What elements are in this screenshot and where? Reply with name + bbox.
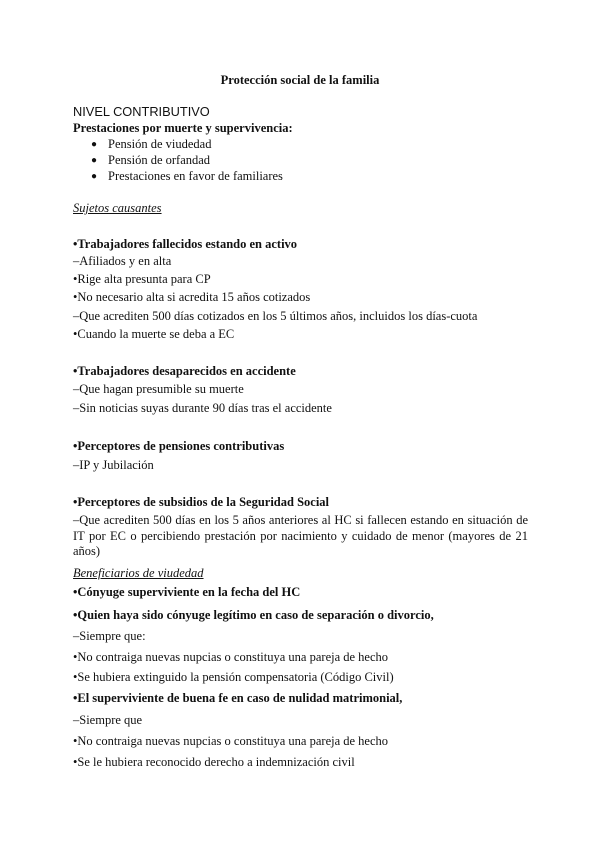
benefit-item: Pensión de viudedad <box>108 137 212 151</box>
missing-line: –Sin noticias suyas durante 90 días tras el accidente <box>73 401 332 415</box>
subsidy-heading: •Perceptores de subsidios de la Seguridad Social <box>73 495 330 509</box>
benefit-item: Prestaciones en favor de familiares <box>108 169 283 183</box>
benefits-heading: Prestaciones por muerte y supervivencia: <box>73 121 293 135</box>
subsidy-paragraph: –Que acrediten 500 días en los 5 años anteriores al HC si fallecen estando en situación de IT por EC o percibiendo prestación por nacimiento y cuidado de menor (mayores de 21 años) <box>73 513 528 558</box>
bullet-dot: ● <box>91 155 98 166</box>
widow-line: •No contraiga nuevas nupcias o constituya una pareja de hecho <box>73 734 389 748</box>
missing-heading: •Trabajadores desaparecidos en accidente <box>73 364 296 378</box>
document-title: Protección social de la familia <box>220 73 380 87</box>
level-heading: NIVEL CONTRIBUTIVO <box>73 104 210 119</box>
pensioners-heading: •Perceptores de pensiones contributivas <box>73 439 285 453</box>
workers-line: •No necesario alta si acredita 15 años cotizados <box>73 290 311 304</box>
subjects-heading: Sujetos causantes <box>73 201 162 215</box>
missing-line: –Que hagan presumible su muerte <box>73 382 244 396</box>
widow-line: •Se le hubiera reconocido derecho a indemnización civil <box>73 755 355 769</box>
pensioners-line: –IP y Jubilación <box>73 458 154 472</box>
widow-line: •No contraiga nuevas nupcias o constituya una pareja de hecho <box>73 650 389 664</box>
workers-line: –Que acrediten 500 días cotizados en los 5 últimos años, incluidos los días-cuota <box>73 309 478 323</box>
widow-line: –Siempre que: <box>73 629 146 643</box>
bullet-dot: ● <box>91 171 98 182</box>
workers-heading: •Trabajadores fallecidos estando en activo <box>73 237 298 251</box>
widow-heading: Beneficiarios de viudedad <box>73 566 204 580</box>
workers-line: •Cuando la muerte se deba a EC <box>73 327 235 341</box>
widow-line: –Siempre que <box>73 713 143 727</box>
widow-line: •Se hubiera extinguido la pensión compensatoria (Código Civil) <box>73 670 394 684</box>
nullity-heading: •El superviviente de buena fe en caso de nulidad matrimonial, <box>73 691 403 705</box>
bullet-dot: ● <box>91 139 98 150</box>
widow-item: •Quien haya sido cónyuge legítimo en caso de separación o divorcio, <box>73 608 434 622</box>
widow-item: •Cónyuge superviviente en la fecha del HC <box>73 585 301 599</box>
workers-line: –Afiliados y en alta <box>73 254 172 268</box>
workers-line: •Rige alta presunta para CP <box>73 272 211 286</box>
benefit-item: Pensión de orfandad <box>108 153 211 167</box>
